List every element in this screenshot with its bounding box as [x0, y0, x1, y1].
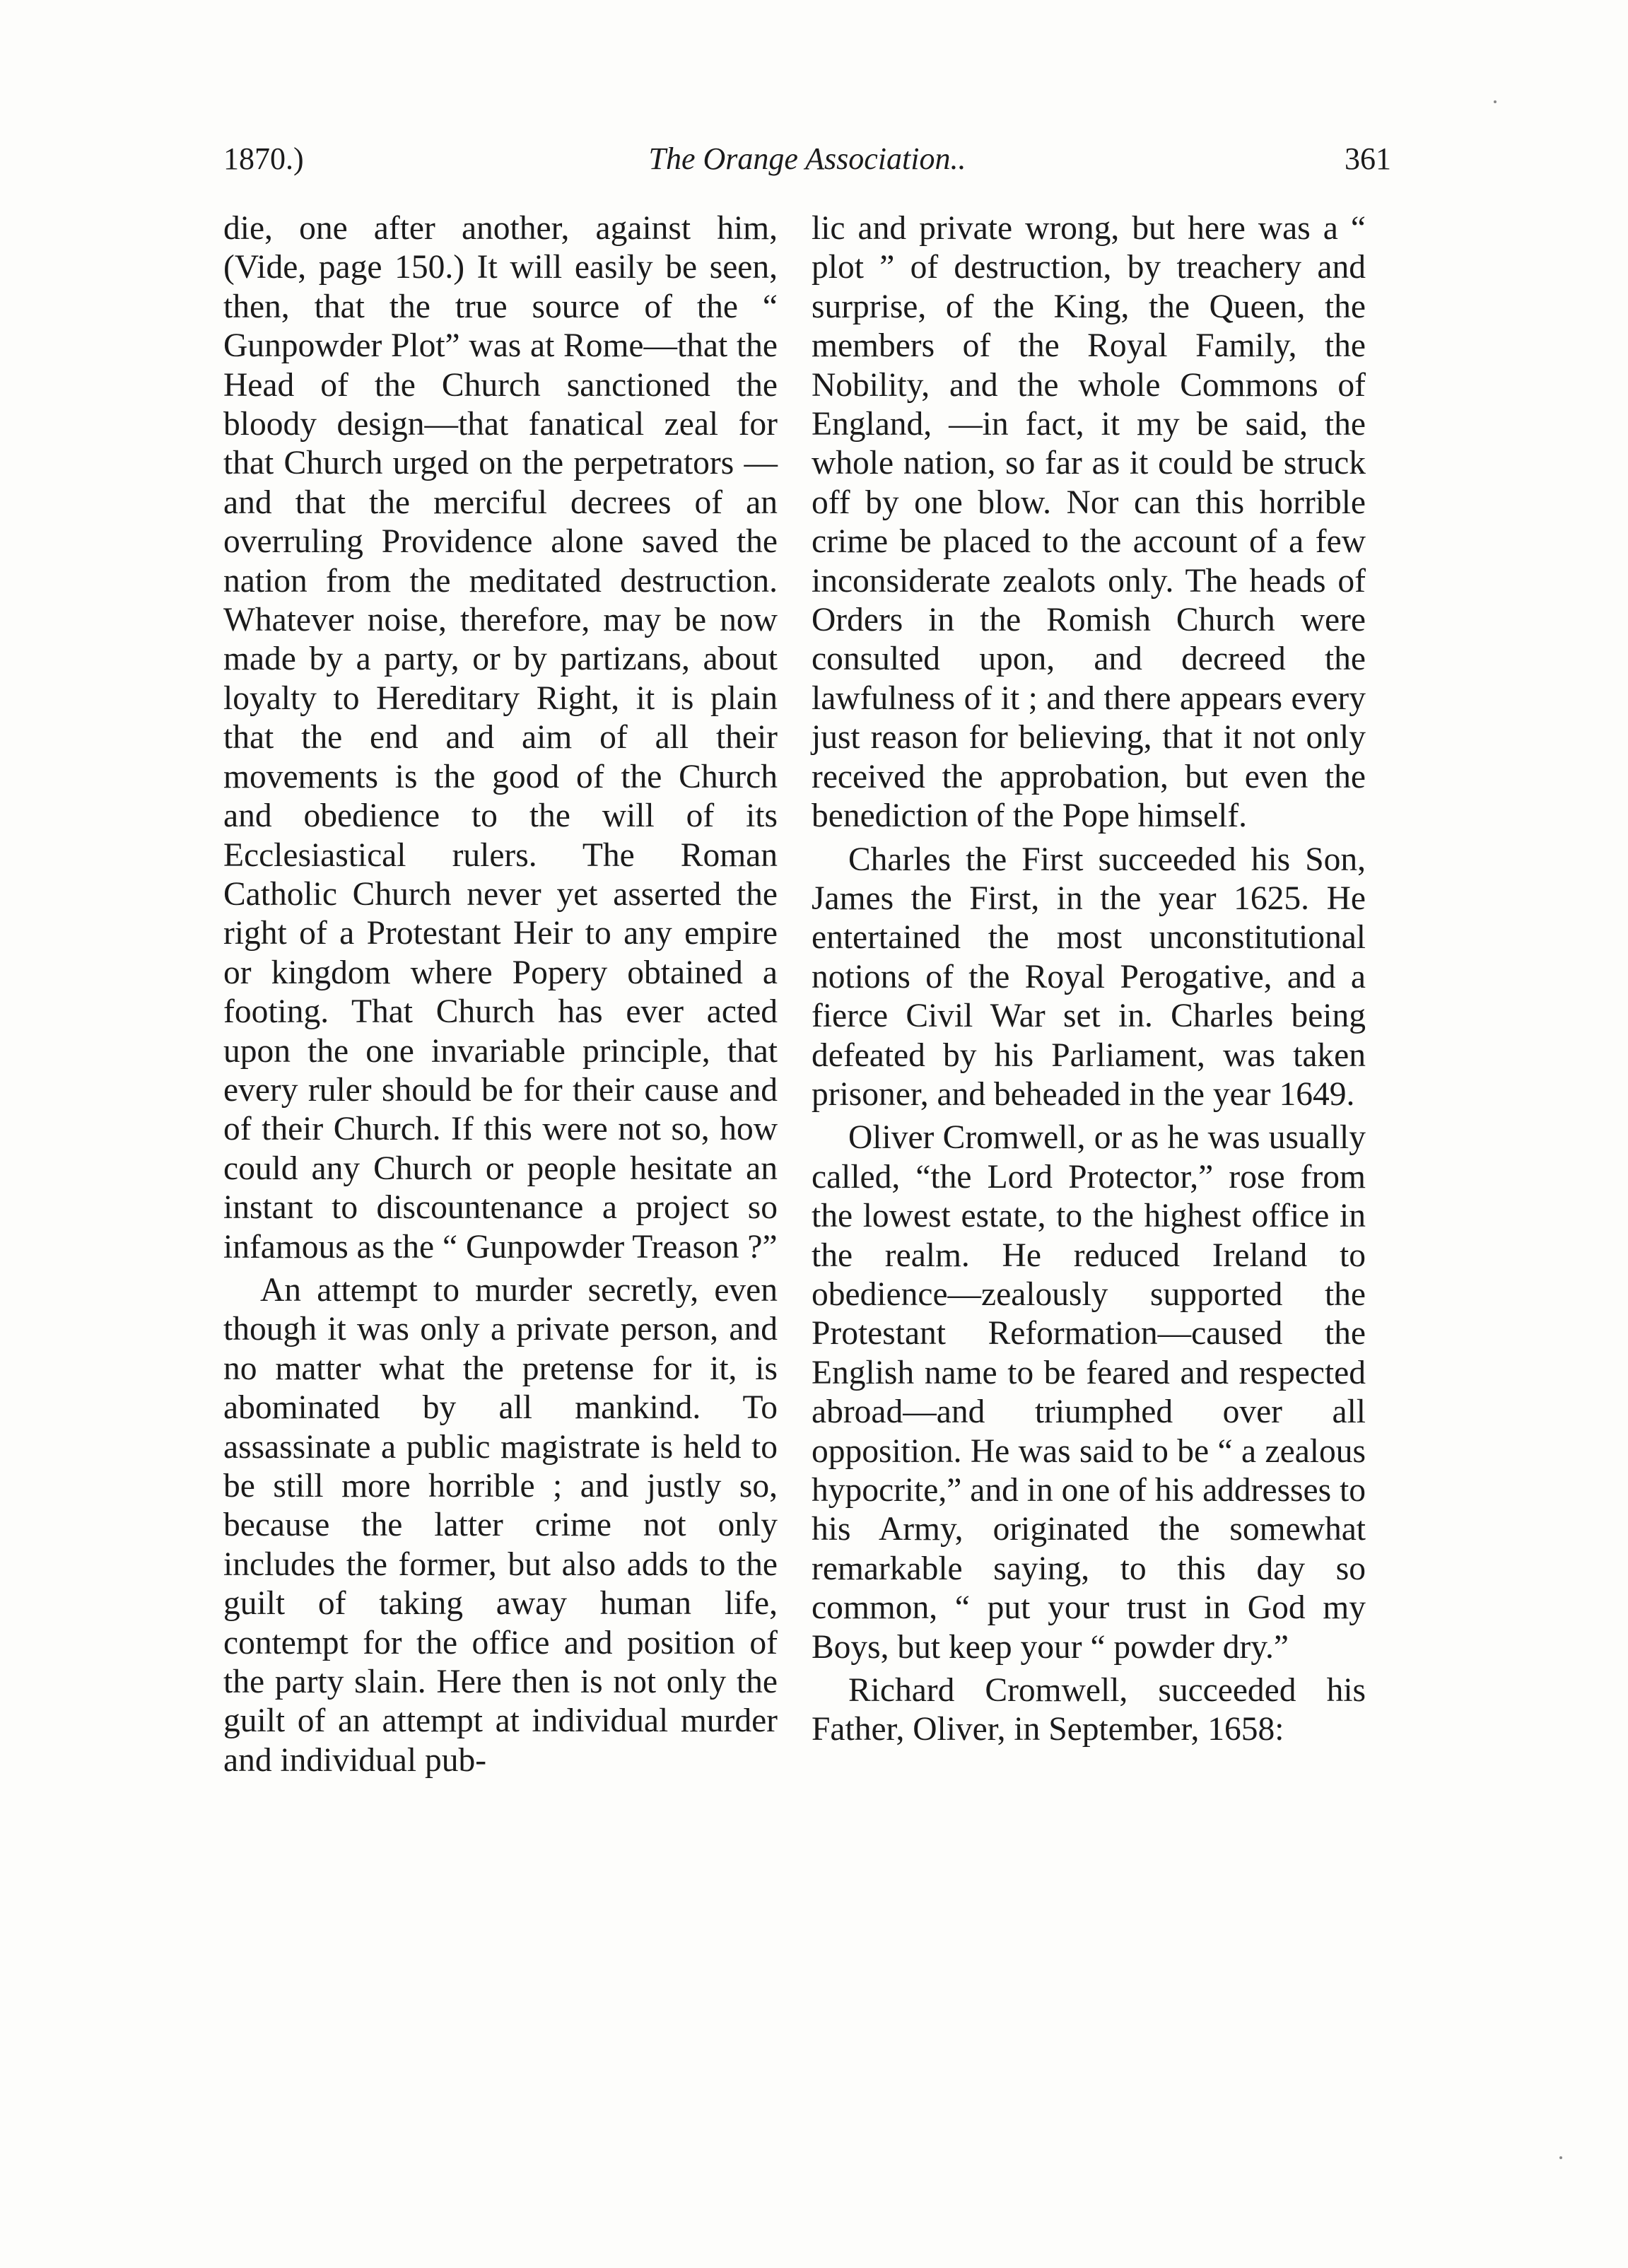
left-column	[223, 209, 778, 1780]
page-number: 361	[1345, 141, 1391, 176]
right-paragraph-4: Richard Cromwell, succeeded his Father, Oliver, in September, 1658:	[812, 1672, 1366, 1748]
left-paragraph-2: An attempt to murder secretly, even though it was only a private person, and no matter what the pretense for it, is abominated by all mankind. To assassinate a public magistrate is held to be still more horrible ; and justly so, because the latter crime not only includes the former, but also adds to the guilt of taking away human life, contempt for the office and position of the party slain. Here then is not only the guilt of an attempt at individual murder and individual pub-	[223, 1271, 778, 1779]
paper-speck	[1559, 2156, 1562, 2159]
paper-speck	[1494, 100, 1497, 103]
header-year: 1870.)	[223, 141, 304, 176]
running-head	[223, 134, 1391, 184]
right-column	[812, 209, 1366, 1750]
header-title: The Orange Association..	[648, 141, 966, 176]
right-paragraph-1: lic and private wrong, but here was a “ plot ” of destruction, by treachery and surprise, of the King, the Queen, the members of the Royal Family, the Nobility, and the whole Commons of England, —in fact, it my be said, the whole nation, so far as it could be struck off by one blow. Nor can this horrible crime be placed to the account of a few inconsiderate zealots only. The heads of Orders in the Romish Church were consulted upon, and decreed the lawfulness of it ; and there appears every just reason for believing, that it not only received the approbation, but even the benediction of the Pope himself.	[812, 210, 1366, 835]
right-paragraph-2: Charles the First succeeded his Son, James the First, in the year 1625. He entertained the most unconstitutional notions of the Royal Perogative, and a fierce Civil War set in. Charles being defeated by his Parliament, was taken prisoner, and beheaded in the year 1649.	[812, 841, 1366, 1113]
left-paragraph-1: die, one after another, against him, (Vide, page 150.) It will easily be seen, then, that the true source of the “ Gunpowder Plot” was at Rome—that the Head of the Church sanctioned the bloody design—that fanatical zeal for that Church urged on the perpetrators —and that the merciful decrees of an overruling Providence alone saved the nation from the meditated destruction. Whatever noise, therefore, may be now made by a party, or by partizans, about loyalty to Hereditary Right, it is plain that the end and aim of all their movements is the good of the Church and obedience to the will of its Ecclesiastical rulers. The Roman Catholic Church never yet asserted the right of a Protestant Heir to any empire or kingdom where Popery obtained a footing. That Church has ever acted upon the one invariable principle, that every ruler should be for their cause and of their Church. If this were not so, how could any Church or people hesitate an instant to discountenance a project so infamous as the “ Gunpowder Treason ?”	[223, 210, 778, 1265]
right-paragraph-3: Oliver Cromwell, or as he was usually called, “the Lord Protector,” rose from the lowest estate, to the highest office in the realm. He reduced Ireland to obedience—zealously supported the Protestant Reformation—caused the English name to be feared and respected abroad—and triumphed over all opposition. He was said to be “ a zealous hypocrite,” and in one of his addresses to his Army, originated the somewhat remarkable saying, to this day so common, “ put your trust in God my Boys, but keep your “ powder dry.”	[812, 1119, 1366, 1666]
